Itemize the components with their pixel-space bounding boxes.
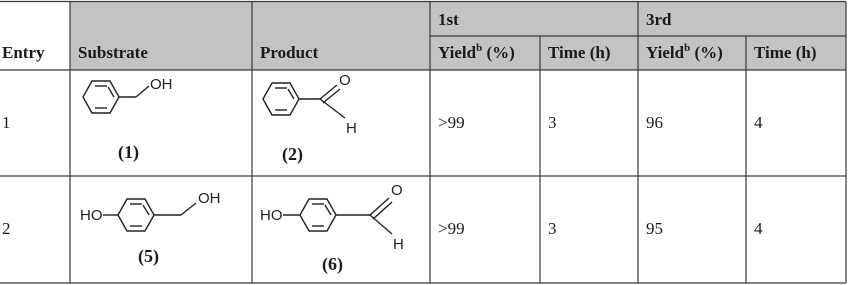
yield-1st-cell: >99 <box>438 219 465 238</box>
header-group-3rd: 3rd <box>646 10 672 29</box>
header-time-3rd: Time (h) <box>754 43 817 62</box>
substrate-label: (5) <box>138 246 159 266</box>
header-substrate: Substrate <box>78 43 148 62</box>
product-structure-benzaldehyde <box>263 83 345 118</box>
product-atom-label: O <box>391 182 403 199</box>
yield-3rd-cell: 96 <box>646 113 663 132</box>
product-atom-label: H <box>393 236 404 253</box>
header-entry: Entry <box>2 43 45 62</box>
table-row <box>2 182 763 275</box>
header-group-1st: 1st <box>438 10 459 29</box>
time-1st-cell: 3 <box>548 113 557 132</box>
header-yield-3rd: Yield$^b$ (%) <box>646 42 723 62</box>
substrate-structure-hydroxybenzyl-alcohol <box>103 199 196 231</box>
time-3rd-cell: 4 <box>754 219 763 238</box>
header-yield-1st: Yield$^b$ (%) <box>438 42 515 62</box>
yield-1st-cell: >99 <box>438 113 465 132</box>
entry-cell: 1 <box>2 113 11 132</box>
yield-3rd-cell: 95 <box>646 219 663 238</box>
product-label: (2) <box>282 144 303 164</box>
substrate-atom-label: OH <box>198 190 221 207</box>
entry-cell: 2 <box>2 219 11 238</box>
table-row <box>2 72 763 165</box>
header-time-1st: Time (h) <box>548 43 611 62</box>
product-atom-label: O <box>339 72 351 89</box>
time-3rd-cell: 4 <box>754 113 763 132</box>
time-1st-cell: 3 <box>548 219 557 238</box>
product-atom-label: H <box>346 120 357 137</box>
substrate-atom-label: HO <box>80 207 103 224</box>
product-atom-label: HO <box>260 207 283 224</box>
substrate-atom-label: OH <box>150 76 173 93</box>
product-label: (6) <box>322 254 343 274</box>
header-product: Product <box>260 43 319 62</box>
product-structure-hydroxybenzaldehyde <box>283 198 392 234</box>
substrate-label: (1) <box>118 142 139 162</box>
substrate-structure-benzyl-alcohol <box>83 81 149 113</box>
